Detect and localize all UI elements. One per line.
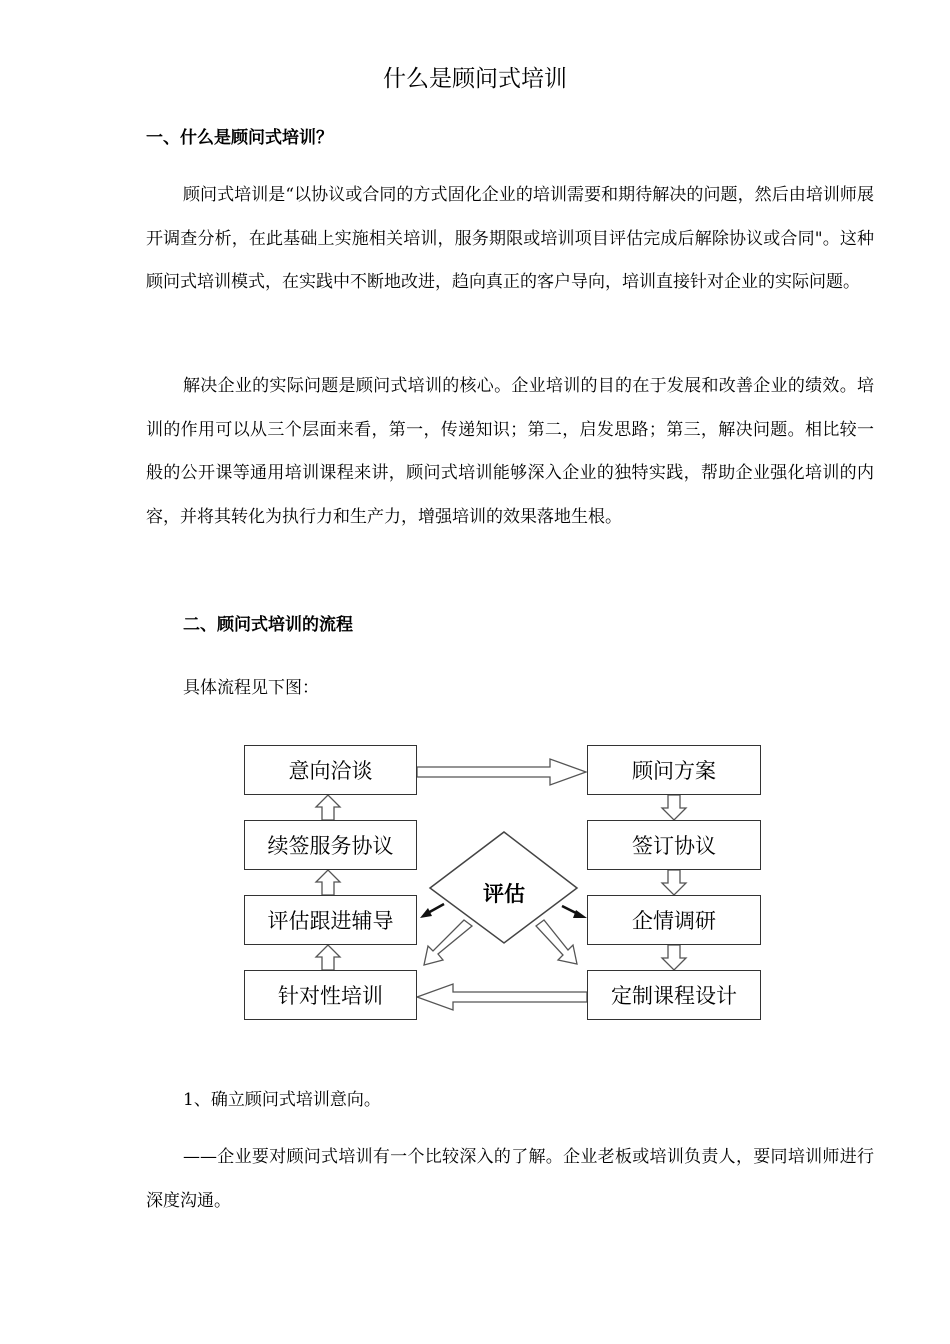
arrow-up-3 [316,795,340,820]
box-renew-agreement: 续签服务协议 [244,820,417,870]
arrow-diag-left [424,920,472,965]
arrow-down-1 [662,795,686,820]
step1-title: 1、确立顾问式培训意向。 [183,1090,381,1110]
box-intent-talk: 意向洽谈 [244,745,417,795]
diamond-label: 评估 [483,882,525,906]
box-sign-agreement: 签订协议 [587,820,761,870]
section1-paragraph-1: 顾问式培训是“以协议或合同的方式固化企业的培训需要和期待解决的问题，然后由培训师展开调查分析，在此基础上实施相关培训，服务期限或培训项目评估完成后解除协议或合同"。这种顾问式培训模式，在实践中不断地改进，趋向真正的客户导向，培训直接针对企业的实际问题。 [146,185,874,292]
section2-heading: 二、顾问式培训的流程 [183,615,353,635]
box-consulting-plan: 顾问方案 [587,745,761,795]
box-targeted-training: 针对性培训 [244,970,417,1020]
diagram-intro: 具体流程见下图： [183,678,319,698]
arrow-up-2 [316,870,340,895]
box-company-research: 企情调研 [587,895,761,945]
box-custom-course-design: 定制课程设计 [587,970,761,1020]
arrow-down-3 [662,945,686,970]
arrow-up-1 [316,945,340,970]
page-title: 什么是顾问式培训 [383,66,567,92]
box-evaluation-followup: 评估跟进辅导 [244,895,417,945]
section1-paragraph-2: 解决企业的实际问题是顾问式培训的核心。企业培训的目的在于发展和改善企业的绩效。培训的作用可以从三个层面来看，第一，传递知识；第二，启发思路；第三，解决问题。相比较一般的公开课等通用培训课程来讲，顾问式培训能够深入企业的独特实践，帮助企业强化培训的内容，并将其转化为执行力和生产力，增强培训的效果落地生根。 [146,376,874,527]
arrow-top-right [417,759,586,785]
step1-text: ——企业要对顾问式培训有一个比较深入的了解。企业老板或培训负责人，要同培训师进行深度沟通。 [146,1147,874,1211]
section1-heading: 一、什么是顾问式培训？ [146,128,333,148]
arrow-down-2 [662,870,686,895]
arrow-bottom-left [417,984,587,1010]
arrow-diag-right [536,920,577,964]
